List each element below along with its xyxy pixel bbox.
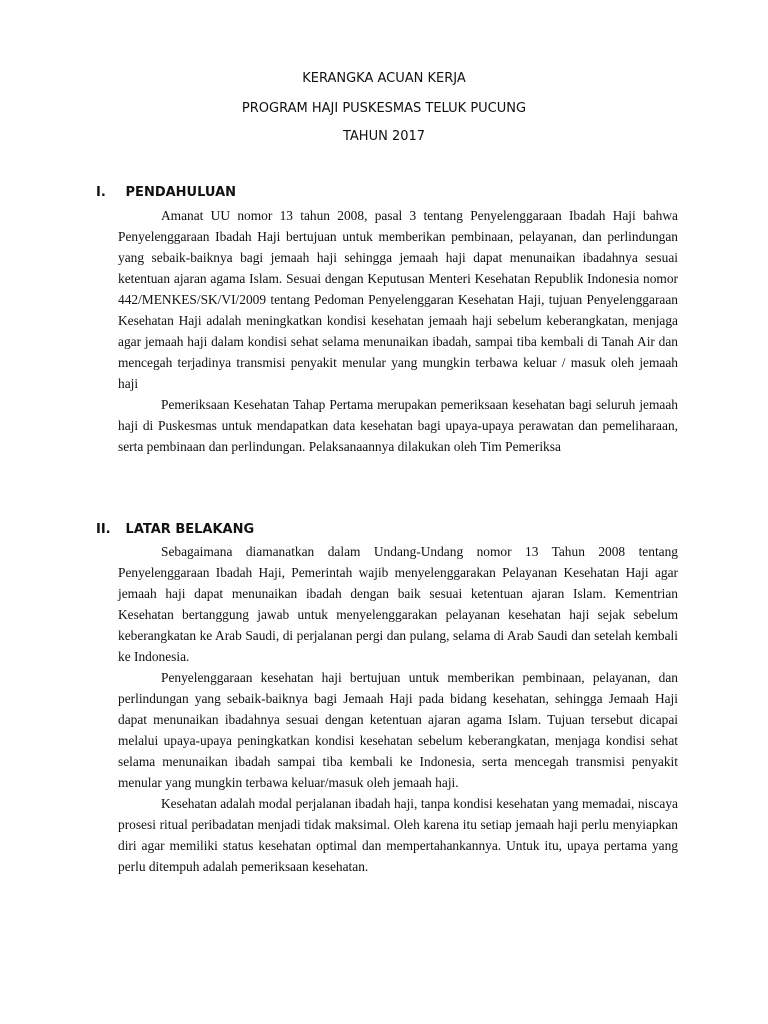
- paragraph: Penyelenggaraan kesehatan haji bertujuan untuk memberikan pembinaan, pelayanan, dan perlindungan yang sebaik-baiknya bagi Jemaah Haji pada bidang kesehatan, sehingga Jemaah Haji dapat menunaikan ibadahnya sesuai dengan ketentuan ajaran agama Islam. Tujuan tersebut dicapai melalui upaya-upaya peningkatkan kondisi kesehatan sebelum keberangkatan, menjaga kondisi sehat selama menunaikan ibadah sampai tiba kembali ke Indonesia, serta mencegah transmisi penyakit menular yang mungkin terbawa keluar/masuk oleh jemaah haji.: [118, 670, 678, 790]
- document-title: [0, 70, 768, 156]
- section-title: PENDAHULUAN: [125, 185, 237, 200]
- paragraph: Kesehatan adalah modal perjalanan ibadah haji, tanpa kondisi kesehatan yang memadai, niscaya prosesi ritual peribadatan menjadi tidak maksimal. Oleh karena itu setiap jemaah haji perlu menyiapkan diri agar memiliki status kesehatan optimal dan mempertahankannya. Untuk itu, upaya pertama yang perlu ditempuh adalah pemeriksaan kesehatan.: [118, 796, 678, 874]
- section-body-latar-belakang: [118, 541, 678, 877]
- section-title: LATAR BELAKANG: [125, 522, 255, 537]
- section-heading-pendahuluan: [96, 185, 236, 201]
- section-number: II.: [96, 522, 111, 537]
- section-body-pendahuluan: [118, 205, 678, 457]
- paragraph: Amanat UU nomor 13 tahun 2008, pasal 3 tentang Penyelenggaraan Ibadah Haji bahwa Penyelenggaraan Ibadah Haji bertujuan untuk memberikan pembinaan, pelayanan, dan perlindungan yang sebaik-baiknya bagi jemaah haji sehingga jemaah haji dapat menunaikan ibadahnya sesuai ketentuan ajaran agama Islam. Sesuai dengan Keputusan Menteri Kesehatan Republik Indonesia nomor 442/MENKES/SK/VI/2009 tentang Pedoman Penyelenggaran Kesehatan Haji, tujuan Penyelenggaraan Kesehatan Haji adalah meningkatkan kondisi kesehatan jemaah haji sebelum keberangkatan, menjaga agar jemaah haji dalam kondisi sehat selama menunaikan ibadah, sampai tiba kembali di Tanah Air dan mencegah terjadinya transmisi penyakit menular yang mungkin terbawa keluar / masuk oleh jemaah haji: [118, 208, 678, 391]
- title-line-1: KERANGKA ACUAN KERJA: [302, 71, 466, 86]
- section-heading-latar-belakang: [96, 522, 254, 538]
- title-line-3: TAHUN 2017: [342, 129, 426, 144]
- paragraph: Sebagaimana diamanatkan dalam Undang-Undang nomor 13 Tahun 2008 tentang Penyelenggaraan Ibadah Haji, Pemerintah wajib menyelenggarakan Pelayanan Kesehatan Haji agar jemaah haji dapat menunaikan ibadah dengan baik sesuai ketentuan ajaran Islam. Kementrian Kesehatan bertanggung jawab untuk menyelenggarakan pelayanan kesehatan haji sejak sebelum keberangkatan ke Arab Saudi, di perjalanan pergi dan pulang, selama di Arab Saudi dan setelah kembali ke Indonesia.: [118, 544, 678, 664]
- section-number: I.: [96, 185, 106, 200]
- paragraph: Pemeriksaan Kesehatan Tahap Pertama merupakan pemeriksaan kesehatan bagi seluruh jemaah haji di Puskesmas untuk mendapatkan data kesehatan bagi upaya-upaya perawatan dan pemeliharaan, serta pembinaan dan perlindungan. Pelaksanaannya dilakukan oleh Tim Pemeriksa: [118, 397, 678, 454]
- title-line-2: PROGRAM HAJI PUSKESMAS TELUK PUCUNG: [241, 101, 527, 116]
